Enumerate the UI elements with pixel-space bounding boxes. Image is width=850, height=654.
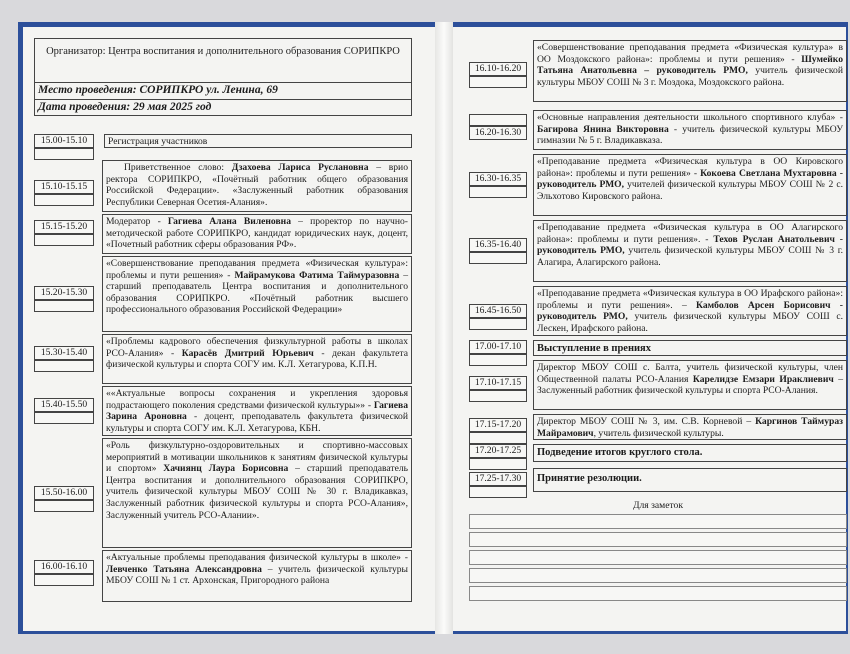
- agenda-item: «Совершенствование преподавания предмета «Физическая культура» в ОО Моздокского района»: проблемы и пути решения» - Шумейко Татьяна Анатольевна – руководитель РМО, учитель физической культуры МБОУ СОШ № 3 г. Моздока, Моздокского района.: [533, 40, 847, 102]
- time-slot: 16.35-16.40: [469, 238, 527, 252]
- time-slot: 17.10-17.15: [469, 376, 527, 390]
- speaker-name: Гагиева Алана Виленовна: [167, 216, 291, 227]
- time-slot: 15.20-15.30: [34, 286, 94, 300]
- time-slot: 15.40-15.50: [34, 398, 94, 412]
- time-slot-blank: [34, 194, 94, 206]
- time-slot: 17.15-17.20: [469, 418, 527, 432]
- speaker-name: Гагиева Зарина Ароновна: [106, 399, 408, 423]
- speaker-name: Каргинов Таймураз Майрамович: [537, 416, 843, 439]
- time-slot-blank: [469, 458, 527, 470]
- notes-line: [469, 586, 847, 601]
- speaker-name: Карасёв Дмитрий Юрьевич: [181, 347, 314, 359]
- time-slot-blank: [34, 234, 94, 246]
- agenda-item: Приветственное слово: Дзахоева Лариса Руслановна – врио ректора СОРИПКРО, «Почётный работник общего образования Российской Федерации». «Заслуженный работник образования Республики Северная Осетия-Алания».: [102, 160, 412, 212]
- notes-line: [469, 568, 847, 583]
- agenda-item: «Преподавание предмета «Физическая культура в ОО Ирафского района»: проблемы и пути решения». – Камболов Арсен Борисович - руководитель РМО, учитель физической культуры МБОУ СОШ с. Лескен, Ирафского района.: [533, 286, 847, 336]
- speaker-name: Левченко Татьяна Александровна: [106, 563, 262, 575]
- time-slot-blank: [34, 300, 94, 312]
- notes-line: [469, 550, 847, 565]
- agenda-item: Выступление в прениях: [533, 340, 847, 356]
- time-slot: 16.45-16.50: [469, 304, 527, 318]
- organizer-text: Организатор: Центра воспитания и дополнительного образования СОРИПКРО: [46, 46, 400, 57]
- time-slot-blank: [469, 354, 527, 366]
- notes-line: [469, 514, 847, 529]
- time-slot: 15.00-15.10: [34, 134, 94, 148]
- agenda-item: Директор МБОУ СОШ № 3, им. С.В. Корневой – Каргинов Таймураз Майрамович, учитель физической культуры.: [533, 414, 847, 440]
- speaker-name: Карелидзе Емзари Ираклиевич: [692, 373, 834, 385]
- agenda-item: «Основные направления деятельности школьного спортивного клуба» - Багирова Янина Викторовна - учитель физической культуры МБОУ гимназии № 5 г. Владикавказа.: [533, 110, 847, 150]
- left-column: [34, 38, 412, 587]
- time-slot-blank: [469, 76, 527, 88]
- time-slot: 16.10-16.20: [469, 62, 527, 76]
- time-slot: 17.20-17.25: [469, 444, 527, 458]
- location-text: Место проведения: СОРИПКРО ул. Ленина, 69: [35, 82, 411, 97]
- speaker-name: Багирова Янина Викторовна: [537, 123, 669, 135]
- time-slot: 17.25-17.30: [469, 472, 527, 486]
- agenda-item: Директор МБОУ СОШ с. Балта, учитель физической культуры, член Общественной палаты РСО-Алания Карелидзе Емзари Ираклиевич – Заслуженный работник физической культуры и спорта РСО-Алания.: [533, 360, 847, 410]
- date-text: Дата проведения: 29 мая 2025 год: [35, 99, 411, 115]
- time-slot-blank: [34, 360, 94, 372]
- time-slot: 15.15-15.20: [34, 220, 94, 234]
- page-fold: [435, 22, 453, 634]
- agenda-item: «Роль физкультурно-оздоровительных и спортивно-массовых мероприятий в мотивации школьников к занятиям физической культуры и спортом» Хачиянц Лаура Борисовна – старший преподаватель Центра воспитания и дополнительного образования СОРИПКРО, учитель физической культуры МБОУ СОШ № 30 г. Владикавказ, Заслуженный работник физической культуры и спорта РСО-Алания», Заслуженный учитель РСО-Алании».: [102, 438, 412, 548]
- agenda-item: Модератор - Гагиева Алана Виленовна – проректор по научно-методической работе СОРИПКРО, кандидат юридических наук, доцент, «Почетный работник сферы образования РФ».: [102, 214, 412, 254]
- time-slot: 16.00-16.10: [34, 560, 94, 574]
- speaker-name: Хачиянц Лаура Борисовна: [163, 463, 289, 475]
- agenda-item: «Проблемы кадрового обеспечения физкультурной работы в школах РСО-Алания» - Карасёв Дмитрий Юрьевич - декан факультета физической культуры и спорта СОГУ им. К.Л. Хетагурова, К.П.Н.: [102, 334, 412, 384]
- agenda-item: ««Актуальные вопросы сохранения и укрепления здоровья подрастающего поколения средствами физической культуры»» - Гагиева Зарина Ароновна - доцент, преподаватель факультета физической культуры и спорта СОГУ им. К.Л. Хетагурова, КБН.: [102, 386, 412, 436]
- time-slot: 15.10-15.15: [34, 180, 94, 194]
- time-slot-blank: [469, 114, 527, 126]
- header-box: [34, 38, 412, 116]
- agenda-item: Регистрация участников: [104, 134, 412, 148]
- time-slot: 16.20-16.30: [469, 126, 527, 140]
- agenda-item: «Преподавание предмета «Физическая культура в ОО Кировского района»: проблемы и пути решения» - Кокоева Светлана Мухтаровна - руководитель РМО, учителей физической культуры МБОУ СОШ № 2 с. Эльхотово Кировского района.: [533, 154, 847, 216]
- time-slot: 16.30-16.35: [469, 172, 527, 186]
- time-slot-blank: [34, 574, 94, 586]
- speaker-name: Дзахоева Лариса Руслановна: [231, 162, 369, 173]
- time-slot: 15.50-16.00: [34, 486, 94, 500]
- time-slot-blank: [469, 390, 527, 402]
- speaker-name: Кокоева Светлана Мухтаровна - руководитель РМО,: [537, 167, 843, 191]
- time-slot-blank: [469, 486, 527, 498]
- agenda-item: «Совершенствование преподавания предмета «Физическая культура»: проблемы и пути решения» - Майрамукова Фатима Таймуразовна – старший преподаватель Центра воспитания и дополнительного образования СОРИПКРО. «Почётный работник высшего профессионального образования Российской Федерации»: [102, 256, 412, 332]
- time-slot-blank: [469, 432, 527, 444]
- time-slot: 15.30-15.40: [34, 346, 94, 360]
- speaker-name: Шумейко Татьяна Анатольевна – руководитель РМО,: [537, 53, 843, 77]
- agenda-item: «Преподавание предмета «Физическая культура в ОО Алагирского района»: проблемы и пути решения». - Техов Руслан Анатольевич - руководитель РМО, учитель физической культуры МБОУ СОШ № 3 г. Алагира, Алагирского района.: [533, 220, 847, 282]
- time-slot-blank: [34, 148, 94, 160]
- time-slot-blank: [34, 412, 94, 424]
- time-slot-blank: [469, 252, 527, 264]
- agenda-item: Принятие резолюции.: [533, 468, 847, 492]
- time-slot: 17.00-17.10: [469, 340, 527, 354]
- speaker-name: Майрамукова Фатима Таймуразовна: [234, 269, 400, 281]
- notes-title: Для заметок: [632, 500, 684, 511]
- agenda-item: Подведение итогов круглого стола.: [533, 444, 847, 462]
- time-slot-blank: [34, 500, 94, 512]
- agenda-item: «Актуальные проблемы преподавания физической культуры в школе» - Левченко Татьяна Александровна – учитель физической культуры МБОУ СОШ № 1 ст. Архонская, Пригородного района: [102, 550, 412, 602]
- notes-line: [469, 532, 847, 547]
- time-slot-blank: [469, 186, 527, 198]
- speaker-name: Камболов Арсен Борисович - руководитель РМО,: [537, 299, 843, 323]
- time-slot-blank: [469, 318, 527, 330]
- speaker-name: Техов Руслан Анатольевич - руководитель РМО,: [537, 233, 843, 257]
